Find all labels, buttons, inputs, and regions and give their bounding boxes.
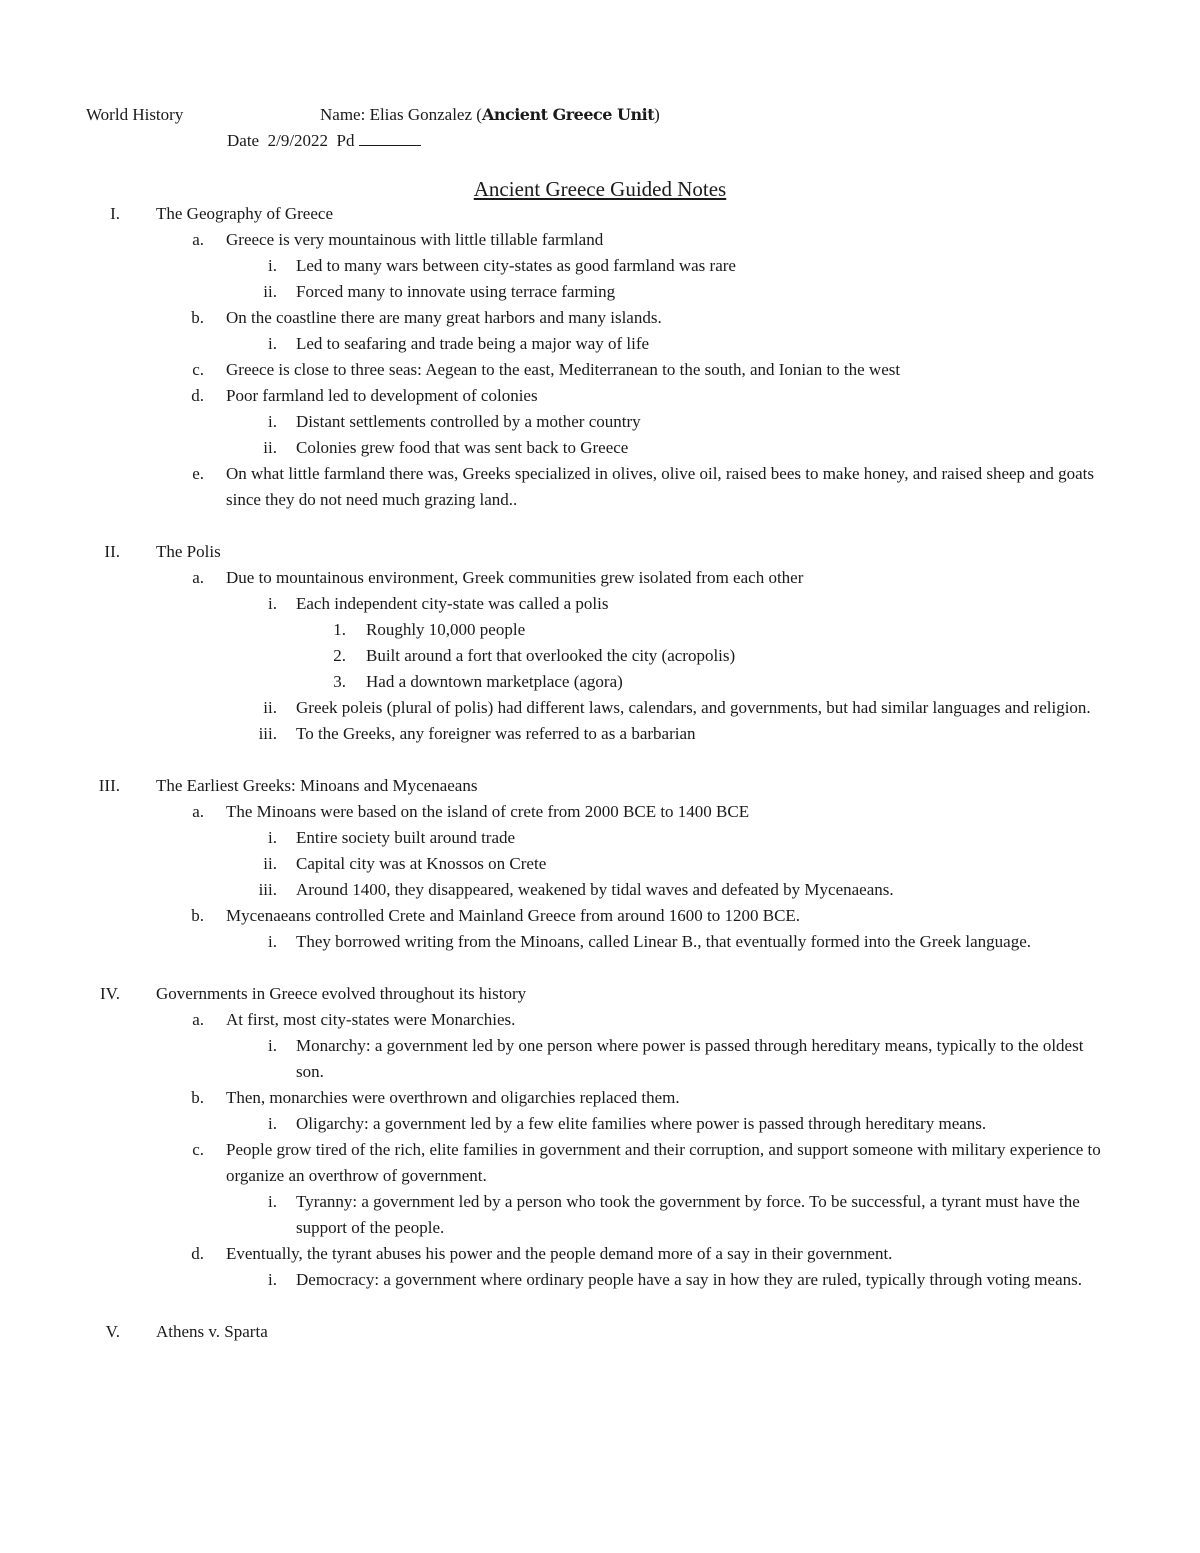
name-line	[320, 104, 660, 126]
outline-marker: c.	[192, 360, 204, 379]
outline-text: Led to many wars between city-states as good farmland was rare	[296, 256, 736, 275]
outline-item-level-1	[0, 201, 1112, 227]
outline-item-level-2	[0, 1007, 1112, 1033]
outline-marker: ii.	[263, 854, 277, 873]
outline-marker: ii.	[263, 282, 277, 301]
outline-marker: IV.	[100, 984, 120, 1003]
outline-text: On what little farmland there was, Greeks specialized in olives, olive oil, raised bees to make honey, and raised sheep and goats since they do not need much grazing land..	[226, 464, 1094, 509]
outline-marker: a.	[192, 230, 204, 249]
outline-marker: i.	[268, 256, 277, 275]
name-label: Name:	[320, 105, 366, 124]
outline-item-level-3	[0, 1189, 1112, 1241]
outline-text: Oligarchy: a government led by a few elite families where power is passed through hereditary means.	[296, 1114, 987, 1133]
outline-item-level-3	[0, 695, 1112, 721]
outline-item-level-3	[0, 409, 1112, 435]
outline-item-level-2	[0, 227, 1112, 253]
outline-text: Capital city was at Knossos on Crete	[296, 854, 547, 873]
outline-item-level-3	[0, 1033, 1112, 1085]
outline-marker: i.	[268, 1114, 277, 1133]
outline-marker: iii.	[258, 724, 277, 743]
outline-item-level-3	[0, 1267, 1112, 1293]
outline-item-level-3	[0, 591, 1112, 617]
spacer	[0, 747, 1200, 773]
outline-marker: 3.	[333, 672, 346, 691]
outline-text: Greek poleis (plural of polis) had different laws, calendars, and governments, but had similar languages and religion.	[296, 698, 1091, 717]
outline-marker: a.	[192, 802, 204, 821]
outline-text: Colonies grew food that was sent back to Greece	[296, 438, 629, 457]
spacer	[0, 513, 1200, 539]
outline-marker: iii.	[258, 880, 277, 899]
outline-text: The Minoans were based on the island of crete from 2000 BCE to 1400 BCE	[226, 802, 750, 821]
outline-item-level-3	[0, 851, 1112, 877]
outline-text: Tyranny: a government led by a person who took the government by force. To be successful, a tyrant must have the support of the people.	[296, 1192, 1080, 1237]
outline-marker: i.	[268, 594, 277, 613]
outline-text: People grow tired of the rich, elite families in government and their corruption, and support someone with military experience to organize an overthrow of government.	[226, 1140, 1101, 1185]
outline-marker: a.	[192, 1010, 204, 1029]
student-name: Elias Gonzalez	[369, 105, 473, 124]
outline-marker: e.	[192, 464, 204, 483]
outline-item-level-2	[0, 1085, 1112, 1111]
outline-text: Led to seafaring and trade being a major way of life	[296, 334, 650, 353]
outline-marker: b.	[191, 906, 204, 925]
outline-item-level-2	[0, 461, 1112, 513]
outline-text: Entire society built around trade	[296, 828, 516, 847]
outline-text: Governments in Greece evolved throughout its history	[156, 984, 527, 1003]
outline-marker: c.	[192, 1140, 204, 1159]
outline-item-level-2	[0, 565, 1112, 591]
outline-marker: V.	[105, 1322, 120, 1341]
date-label: Date	[227, 131, 260, 150]
outline-item-level-3	[0, 279, 1112, 305]
outline-item-level-2	[0, 1137, 1112, 1189]
outline-text: The Earliest Greeks: Minoans and Mycenaeans	[156, 776, 478, 795]
outline-item-level-3	[0, 253, 1112, 279]
outline-text: Distant settlements controlled by a mother country	[296, 412, 641, 431]
outline-marker: i.	[268, 828, 277, 847]
outline-text: Forced many to innovate using terrace farming	[296, 282, 616, 301]
outline-text: Mycenaeans controlled Crete and Mainland Greece from around 1600 to 1200 BCE.	[226, 906, 801, 925]
outline-item-level-4	[0, 617, 1112, 643]
outline-item-level-3	[0, 1111, 1112, 1137]
outline-marker: i.	[268, 412, 277, 431]
outline-item-level-2	[0, 305, 1112, 331]
outline-item-level-2	[0, 1241, 1112, 1267]
outline-text: Roughly 10,000 people	[366, 620, 526, 639]
outline-marker: i.	[268, 1192, 277, 1211]
unit-name: Ancient Greece Unit	[481, 105, 655, 124]
outline-item-level-2	[0, 383, 1112, 409]
spacer	[0, 1293, 1200, 1319]
outline-text: Monarchy: a government led by one person where power is passed through hereditary means, typically to the oldest son.	[296, 1036, 1084, 1081]
outline-marker: b.	[191, 1088, 204, 1107]
outline-text: Then, monarchies were overthrown and oligarchies replaced them.	[226, 1088, 680, 1107]
outline-marker: I.	[110, 204, 120, 223]
date-line	[227, 130, 421, 152]
outline-item-level-1	[0, 981, 1112, 1007]
unit-close-paren: )	[654, 105, 660, 124]
notes-outline	[0, 201, 1200, 1345]
outline-item-level-2	[0, 799, 1112, 825]
outline-text: Greece is very mountainous with little tillable farmland	[226, 230, 604, 249]
outline-text: To the Greeks, any foreigner was referred to as a barbarian	[296, 724, 696, 743]
outline-item-level-2	[0, 903, 1112, 929]
outline-marker: ii.	[263, 698, 277, 717]
outline-marker: III.	[98, 776, 120, 795]
period-blank	[359, 131, 421, 146]
outline-text: On the coastline there are many great harbors and many islands.	[226, 308, 662, 327]
outline-text: The Geography of Greece	[156, 204, 333, 223]
outline-text: Poor farmland led to development of colonies	[226, 386, 538, 405]
outline-text: Democracy: a government where ordinary people have a say in how they are ruled, typically through voting means.	[296, 1270, 1082, 1289]
outline-text: They borrowed writing from the Minoans, called Linear B., that eventually formed into the Greek language.	[296, 932, 1032, 951]
outline-text: Around 1400, they disappeared, weakened by tidal waves and defeated by Mycenaeans.	[296, 880, 894, 899]
outline-item-level-3	[0, 825, 1112, 851]
outline-marker: 1.	[333, 620, 346, 639]
outline-item-level-1	[0, 1319, 1112, 1345]
outline-item-level-3	[0, 331, 1112, 357]
outline-text: Eventually, the tyrant abuses his power and the people demand more of a say in their government.	[226, 1244, 893, 1263]
outline-marker: d.	[191, 1244, 204, 1263]
page-title: Ancient Greece Guided Notes	[473, 177, 727, 201]
outline-marker: II.	[104, 542, 120, 561]
outline-marker: i.	[268, 932, 277, 951]
course-label	[86, 104, 183, 126]
outline-item-level-2	[0, 357, 1112, 383]
outline-text: Each independent city-state was called a polis	[296, 594, 609, 613]
outline-item-level-1	[0, 773, 1112, 799]
outline-text: Greece is close to three seas: Aegean to the east, Mediterranean to the south, and Ionian to the west	[226, 360, 901, 379]
outline-marker: i.	[268, 334, 277, 353]
outline-marker: 2.	[333, 646, 346, 665]
outline-item-level-3	[0, 435, 1112, 461]
date-value: 2/9/2022	[267, 131, 329, 150]
outline-marker: a.	[192, 568, 204, 587]
outline-text: Built around a fort that overlooked the city (acropolis)	[366, 646, 736, 665]
outline-item-level-4	[0, 669, 1112, 695]
outline-marker: i.	[268, 1270, 277, 1289]
period-label: Pd	[336, 131, 355, 150]
spacer	[0, 955, 1200, 981]
outline-text: The Polis	[156, 542, 221, 561]
outline-item-level-1	[0, 539, 1112, 565]
outline-item-level-4	[0, 643, 1112, 669]
outline-item-level-3	[0, 929, 1112, 955]
outline-text: Due to mountainous environment, Greek communities grew isolated from each other	[226, 568, 804, 587]
outline-text: At first, most city-states were Monarchies.	[226, 1010, 516, 1029]
outline-text: Athens v. Sparta	[156, 1322, 268, 1341]
course-name: World History	[86, 105, 184, 124]
outline-marker: i.	[268, 1036, 277, 1055]
outline-marker: d.	[191, 386, 204, 405]
outline-item-level-3	[0, 721, 1112, 747]
outline-marker: b.	[191, 308, 204, 327]
outline-marker: ii.	[263, 438, 277, 457]
unit-open-paren: (	[476, 105, 482, 124]
outline-text: Had a downtown marketplace (agora)	[366, 672, 623, 691]
outline-item-level-3	[0, 877, 1112, 903]
